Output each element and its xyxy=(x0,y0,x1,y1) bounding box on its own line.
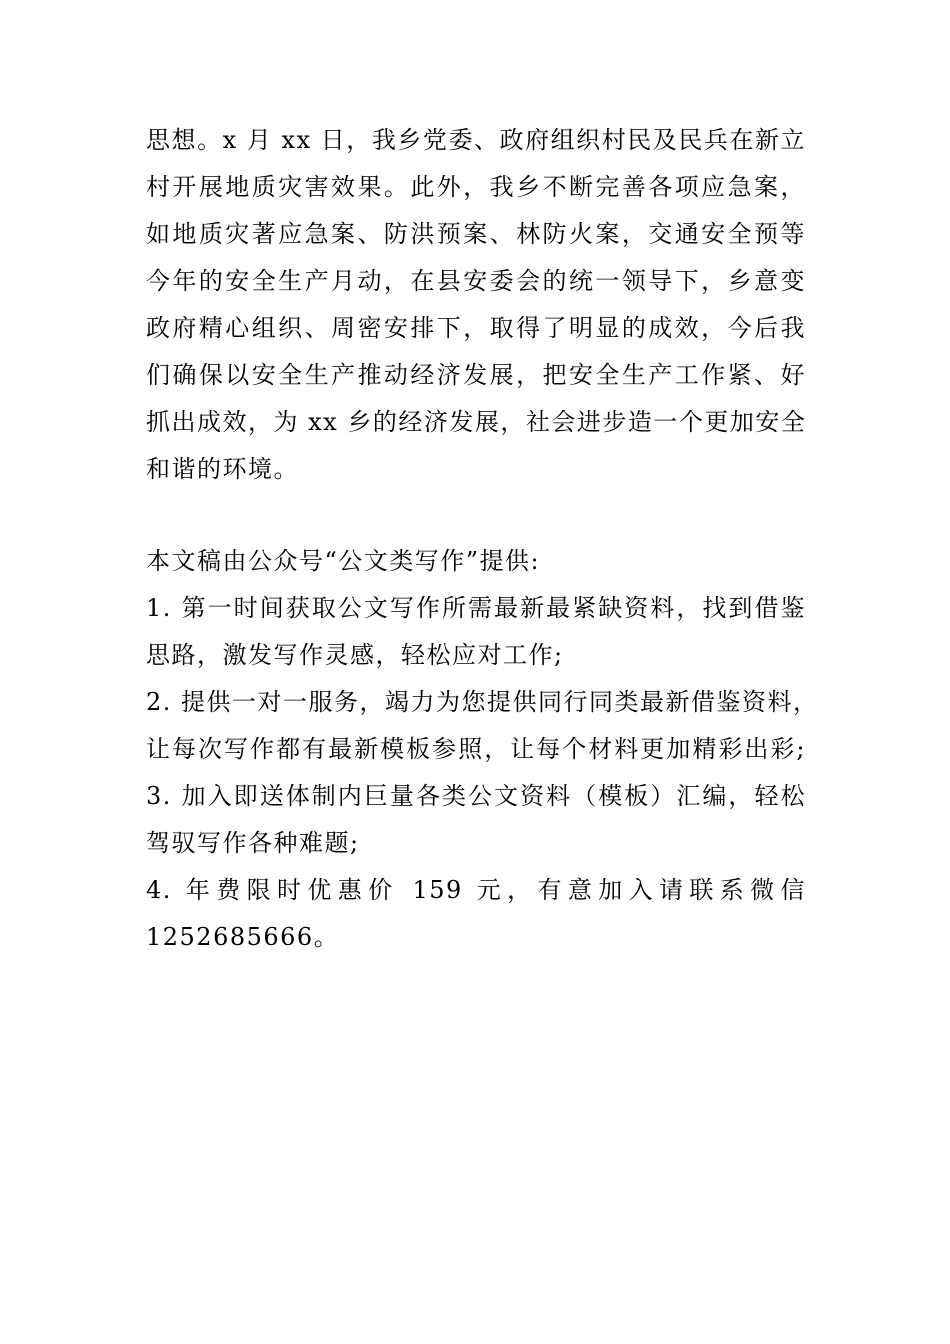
list-item-line: 4. 年费限时优惠价 159 元，有意加入请联系微信 xyxy=(146,876,806,904)
promo-section xyxy=(146,538,819,961)
list-item-line: 2. 提供一对一服务，竭力为您提供同行同类最新借鉴资料， xyxy=(146,688,819,716)
text-line: 思想。x 月 xx 日，我乡党委、政府组织村民及民兵在新立 xyxy=(146,126,806,154)
body-paragraph xyxy=(146,117,806,493)
text-line: 村开展地质灾害效果。此外，我乡不断完善各项应急案， xyxy=(146,173,806,201)
list-item-line: 驾驭写作各种难题; xyxy=(146,829,360,857)
text-line: 和谐的环境。 xyxy=(146,455,299,483)
promo-heading: 本文稿由公众号“公文类写作”提供: xyxy=(146,547,541,575)
list-item-line: 让每次写作都有最新模板参照，让每个材料更加精彩出彩; xyxy=(146,735,806,763)
text-line: 抓出成效，为 xx 乡的经济发展，社会进步造一个更加安全 xyxy=(146,408,807,436)
list-item-line: 1. 第一时间获取公文写作所需最新最紧缺资料，找到借鉴 xyxy=(146,594,806,622)
list-item-line: 思路，激发写作灵感，轻松应对工作; xyxy=(146,641,564,669)
list-item-line: 1252685666。 xyxy=(146,923,340,951)
text-line: 政府精心组织、周密安排下，取得了明显的成效，今后我 xyxy=(146,314,806,342)
text-line: 如地质灾著应急案、防洪预案、林防火案，交通安全预等 xyxy=(146,220,806,248)
text-line: 今年的安全生产月动，在县安委会的统一领导下，乡意变 xyxy=(146,267,806,295)
list-item-line: 3. 加入即送体制内巨量各类公文资料（模板）汇编，轻松 xyxy=(146,782,806,810)
text-line: 们确保以安全生产推动经济发展，把安全生产工作紧、好 xyxy=(146,361,806,389)
